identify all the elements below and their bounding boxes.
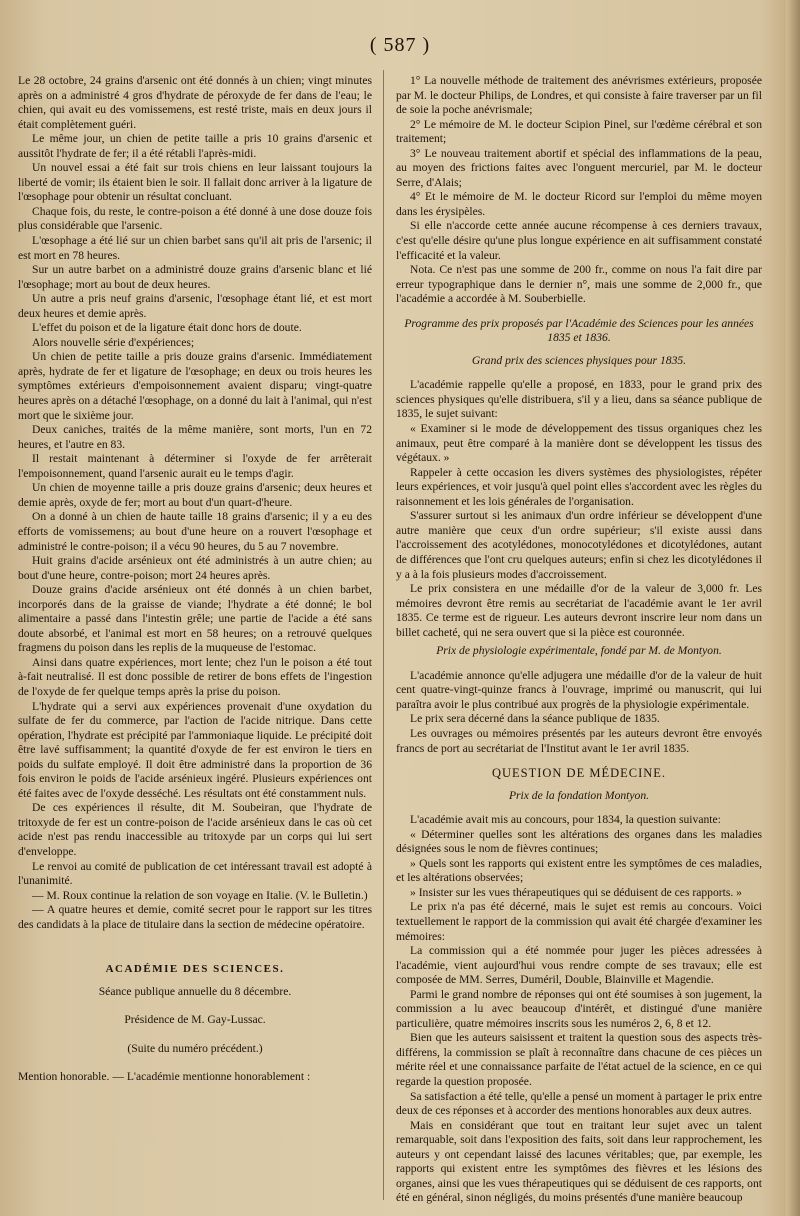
paragraph: » Insister sur les vues thérapeutiques qui se déduisent de ces rapports. » [410,885,742,899]
paragraph: Mais en considérant que tout en traitant leur sujet avec un talent remarquable, soit dans l'exposition des faits, soit dans leur rapprochement, les auteurs y ont cependant laissé des lacunes véritables; que, par exemple, les rapports qui existent entre les symptômes des fièvres et les lésions des organes, ainsi que les vues thérapeutiques qui se déduisent de ces rapports, ont été en général, sinon négligés, du moins présentés d'une manière beaucoup [396,1118,762,1205]
paragraph: — M. Roux continue la relation de son voyage en Italie. (V. le Bulletin.) [32,888,368,902]
continued-note: (Suite du numéro précédent.) [127,1041,263,1055]
paragraph: La commission qui a été nommée pour juger les pièces adressées à l'académie, vient aujourd'hui vous rendre compte de ses travaux; elle est composée de MM. Serres, Duméril, Double, Blainville et Magendie. [396,944,762,987]
paragraph: Un nouvel essai a été fait sur trois chiens en leur laissant toujours la liberté de vomir; ils étaient bien le soir. Il fallait donc arriver à la ligature de l'œsophage pour obtenir un résultat concluant. [18,161,372,204]
paragraph: Ainsi dans quatre expériences, mort lente; chez l'un le poison a été tout à-fait neutralisé. Il est donc possible de retirer de bons effets de l'ingestion de l'oxyde de fer quelque temps après la prise du poison. [18,655,372,698]
paragraph: » Quels sont les rapports qui existent entre les symptômes de ces maladies, et les altérations observées; [396,856,762,885]
paragraph: L'académie annonce qu'elle adjugera une médaille d'or de la valeur de huit cent quatre-vingt-quinze francs à l'ouvrage, imprimé ou manuscrit, qui lui paraîtra avoir le plus contribué aux progrès de la physiologie expérimentale. [396,668,762,711]
paragraph: Le prix sera décerné dans la séance publique de 1835. [410,712,660,726]
paragraph: Le renvoi au comité de publication de cet intéressant travail est adopté à l'unanimité. [18,859,372,888]
page-edge [786,0,800,1216]
session-line: Séance publique annuelle du 8 décembre. [98,984,292,998]
paragraph: De ces expériences il résulte, dit M. Soubeiran, que l'hydrate de tritoxyde de fer est un contre-poison de l'acide arsénieux dans le cas où cet acide n'est pas rendu inaccessible au tritoxyde par un corps qui lui sert d'enveloppe. [18,801,372,858]
left-column [18,74,372,1085]
academy-heading: ACADÉMIE DES SCIENCES. [105,963,285,976]
paragraph: Le même jour, un chien de petite taille a pris 10 grains d'arsenic et aussitôt l'hydrate de fer; il a été rétabli l'après-midi. [18,132,372,160]
fondation-title: Prix de la fondation Montyon. [508,788,650,802]
paragraph: Un autre a pris neuf grains d'arsenic, l'œsophage étant lié, et est mort deux heures et demie après. [18,292,372,320]
paragraph: 4° Et le mémoire de M. le docteur Ricord sur l'emploi du même moyen dans les érysipèles. [396,190,762,218]
column-divider [383,70,384,1200]
paragraph: Parmi le grand nombre de réponses qui ont été soumises à son jugement, la commission a lu avec beaucoup d'intérêt, et distingué d'une manière particulière, quatre mémoires inscrits sous les numéros 2, 6, 8 et 12. [396,987,762,1030]
presidency-line: Présidence de M. Gay-Lussac. [124,1013,266,1027]
paragraph: Le prix n'a pas été décerné, mais le sujet est remis au concours. Voici textuellement le rapport de la commission qui avait été chargée d'examiner les mémoires: [396,900,762,943]
paragraph: Un chien de petite taille a pris douze grains d'arsenic. Immédiatement après, hydrate de fer et ligature de l'œsophage; en deux ou trois heures les symptômes extérieurs d'empoisonnement avaient disparu; vingt-quatre heures après on a détaché l'œsophage, on a donné du lait à l'animal, qui n'est mort que le sixième jour. [18,350,372,422]
paragraph: Douze grains d'acide arsénieux ont été donnés à un chien barbet, incorporés dans de la graisse de viande; l'hydrate a été donné; le bol alimentaire a passé dans l'intestin grêle; une partie de l'acide a été sans doute absorbé, et l'animal est mort en 58 heures; on a retrouvé quelques fragmens du poison dans les replis de la muqueuse de l'estomac. [18,583,372,655]
paragraph: 1° La nouvelle méthode de traitement des anévrismes extérieurs, proposée par M. le docteur Philips, de Londres, et qui consiste à faire traverser par un fil de soie la poche anévrismale; [396,74,762,117]
paragraph: Huit grains d'acide arsénieux ont été administrés à un autre chien; au bout d'une heure, contre-poison; mort 24 heures après. [18,554,372,582]
paragraph: On a donné à un chien de haute taille 18 grains d'arsenic; il y a eu des efforts de vomissemens; au bout d'une heure on a rouvert l'œsophage et administré le contre-poison; il a vécu 90 heures, du 5 au 7 novembre. [18,510,372,553]
paragraph: Alors nouvelle série d'expériences; [32,335,195,349]
nota-note: Nota. Ce n'est pas une somme de 200 fr., comme on nous l'a fait dire par erreur typographique dans le dernier n°, mais une somme de 2,000 fr., que l'académie a accordée à M. Souberbielle. [396,263,762,306]
right-column [396,74,762,1206]
paragraph: Le prix consistera en une médaille d'or de la valeur de 3,000 fr. Les mémoires devront être remis au secrétariat de l'académie avant le 1er avril 1835. Ce terme est de rigueur. Les auteurs devront inscrire leur nom dans un billet cacheté, qui ne sera ouvert que si la pièce est couronnée. [396,582,762,639]
paragraph: Bien que les auteurs saisissent et traitent la question sous des aspects très-différens, la commission se plaît à reconnaître dans chacune de ces pièces un mérite réel et une connaissance parfaite de l'état actuel de la science, en ce qui regarde la question proposée. [396,1031,762,1088]
paragraph: Sur un autre barbet on a administré douze grains d'arsenic blanc et lié l'œsophage; mort au bout de deux heures. [18,263,372,291]
paragraph: Il restait maintenant à déterminer si l'oxyde de fer arrêterait l'empoisonnement, quand l'arsenic aurait eu le temps d'agir. [18,452,372,480]
paragraph: L'effet du poison et de la ligature était donc hors de doute. [32,321,302,335]
paragraph: Rappeler à cette occasion les divers systèmes des physiologistes, répéter leurs expériences, et voir jusqu'à quel point elles s'accordent avec les règles du raisonnement et les lois générales de l'organisation. [396,465,762,508]
paragraph: — A quatre heures et demie, comité secret pour le rapport sur les titres des candidats à la place de titulaire dans la section de médecine opératoire. [18,903,372,931]
paragraph: L'académie rappelle qu'elle a proposé, en 1833, pour le grand prix des sciences physiques qu'elle distribuera, s'il y a lieu, dans sa séance publique de 1835, le sujet suivant: [396,378,762,421]
paragraph: L'œsophage a été lié sur un chien barbet sans qu'il ait pris de l'arsenic; il est mort en 78 heures. [18,234,372,262]
paragraph: Si elle n'accorde cette année aucune récompense à ces derniers travaux, c'est qu'elle désire qu'une plus longue expérience en ait suffisamment constaté l'efficacité et la valeur. [396,219,762,262]
grand-prix-title: Grand prix des sciences physiques pour 1835. [471,353,687,367]
paragraph: S'assurer surtout si les animaux d'un ordre inférieur se développent d'une autre manière que ceux d'un ordre supérieur; s'il existe aussi dans l'accroissement des acotylédones, monocotylédones et dicotylédones, autant de différences que l'ont cru quelques auteurs; enfin si chez les dicotylédones il y a à la fois plusieurs modes d'accroissement. [396,509,762,581]
paragraph: « Déterminer quelles sont les altérations des organes dans les maladies désignées sous le nom de fièvres continues; [396,827,762,856]
paragraph: Chaque fois, du reste, le contre-poison a été donné à une dose douze fois plus considérable que l'arsenic. [18,204,372,233]
paragraph: L'hydrate qui a servi aux expériences provenait d'une oxydation du sulfate de fer du commerce, par l'action de l'acide nitrique. Dans cette opération, l'hydrate est précipité par l'ammoniaque liquide. Le précipité doit être lavé suffisamment; la quantité d'oxyde de fer est environ le tiers en poids du sulfate employé. Il doit être administré dans la proportion de 36 fois environ le poids de l'acide arsénieux ingéré. Plusieurs expériences ont été faites avec de l'oxyde desséché. Les résultats ont été constamment nuls. [18,699,372,800]
paragraph: « Examiner si le mode de développement des tissus organiques chez les animaux, peut être comparé à la manière dont se développent les tissus des végétaux. » [396,422,762,465]
page-number: ( 587 ) [369,34,431,56]
programme-title: Programme des prix proposés par l'Académie des Sciences pour les années 1835 et 1836. [404,316,754,345]
paragraph: 3° Le nouveau traitement abortif et spécial des inflammations de la peau, au moyen des frictions faites avec l'onguent mercuriel, par M. le docteur Serre, d'Alais; [396,146,762,189]
paragraph: Un chien de moyenne taille a pris douze grains d'arsenic; deux heures et demie après, oxyde de fer; mort au bout d'un quart-d'heure. [18,481,372,509]
mention-line: Mention honorable. — L'académie mentionne honorablement : [18,1070,311,1084]
paragraph: L'académie avait mis au concours, pour 1834, la question suivante: [410,813,721,827]
paragraph: Sa satisfaction a été telle, qu'elle a pensé un moment à partager le prix entre deux de ces réponses et à accorder des mentions honorables aux deux autres. [396,1089,762,1118]
montyon-title: Prix de physiologie expérimentale, fondé par M. de Montyon. [436,644,722,658]
paragraph: 2° Le mémoire de M. le docteur Scipion Pinel, sur l'œdème cérébral et son traitement; [396,117,762,146]
paragraph: Deux caniches, traités de la même manière, sont morts, l'un en 72 heures, et l'autre en 83. [18,423,372,451]
question-title: QUESTION DE MÉDECINE. [491,766,667,781]
paragraph: Les ouvrages ou mémoires présentés par les auteurs devront être envoyés francs de port au secrétariat de l'Institut avant le 1er avril 1835. [396,726,762,755]
paragraph: Le 28 octobre, 24 grains d'arsenic ont été donnés à un chien; vingt minutes après on a administré 4 gros d'hydrate de péroxyde de fer dans de l'eau; le chien, qui avait eu des vomissemens, est resté triste, mais en deux jours il était complètement guéri. [18,74,372,131]
